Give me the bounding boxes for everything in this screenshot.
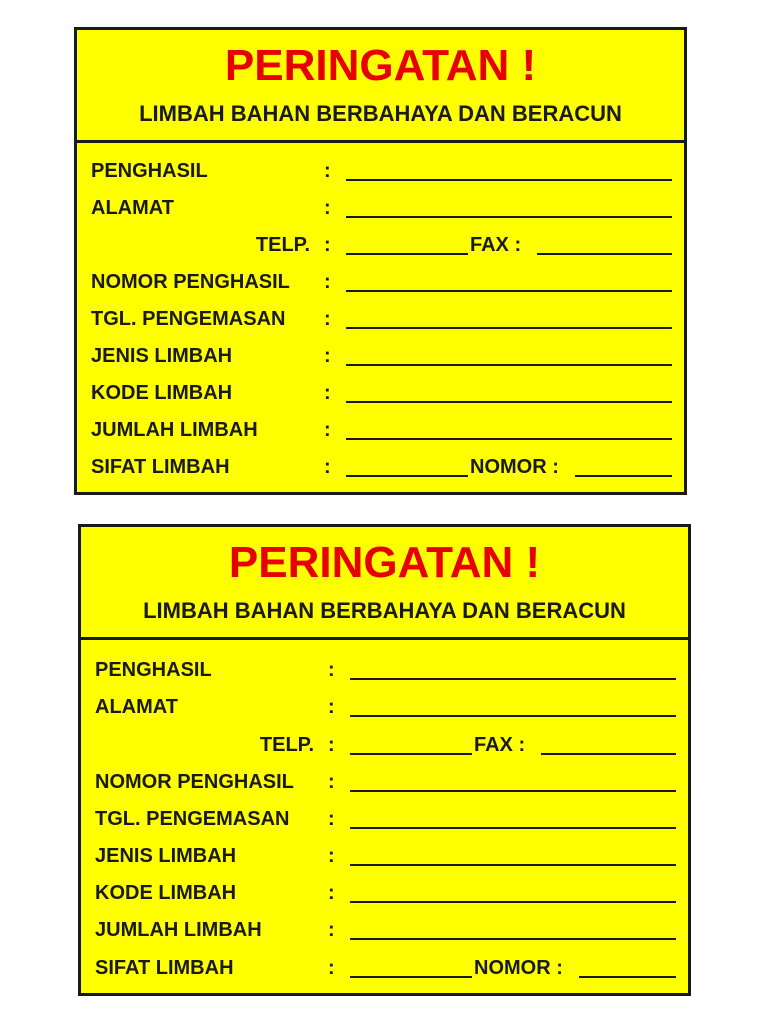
field-colon: : xyxy=(324,308,331,330)
field-label: ALAMAT xyxy=(91,197,174,219)
field-row-jumlah-limbah xyxy=(81,917,688,943)
field-label: FAX : xyxy=(470,234,522,256)
warning-title: PERINGATAN ! xyxy=(228,538,541,587)
blank-line[interactable] xyxy=(350,678,676,680)
waste-label-card xyxy=(74,27,687,495)
field-label: TGL. PENGEMASAN xyxy=(91,308,286,330)
blank-line[interactable] xyxy=(346,179,672,181)
blank-line[interactable] xyxy=(346,438,672,440)
field-colon: : xyxy=(324,345,331,367)
field-label: NOMOR : xyxy=(474,957,563,979)
field-colon: : xyxy=(328,919,335,941)
field-label: PENGHASIL xyxy=(91,160,208,182)
field-label: JENIS LIMBAH xyxy=(95,845,237,867)
field-row-sifat-limbah xyxy=(81,955,688,981)
field-colon: : xyxy=(324,234,331,256)
field-label: TELP. xyxy=(255,234,310,256)
blank-line[interactable] xyxy=(350,790,676,792)
blank-line[interactable] xyxy=(350,753,472,755)
field-colon: : xyxy=(328,882,335,904)
field-row-jenis-limbah xyxy=(81,843,688,869)
field-label: NOMOR PENGHASIL xyxy=(95,771,294,793)
field-row-tgl-pengemasan xyxy=(81,806,688,832)
blank-line[interactable] xyxy=(350,976,472,978)
field-label: TELP. xyxy=(259,734,314,756)
blank-line[interactable] xyxy=(346,216,672,218)
field-colon: : xyxy=(328,808,335,830)
field-colon: : xyxy=(324,419,331,441)
field-colon: : xyxy=(324,271,331,293)
blank-line[interactable] xyxy=(537,253,672,255)
blank-line[interactable] xyxy=(541,753,676,755)
field-label: FAX : xyxy=(474,734,526,756)
blank-line[interactable] xyxy=(346,475,468,477)
blank-line[interactable] xyxy=(350,901,676,903)
field-colon: : xyxy=(324,197,331,219)
field-label: JUMLAH LIMBAH xyxy=(95,919,262,941)
field-row-jumlah-limbah xyxy=(77,417,684,443)
field-label: JENIS LIMBAH xyxy=(91,345,233,367)
field-row-penghasil xyxy=(81,657,688,683)
field-label: PENGHASIL xyxy=(95,659,212,681)
waste-label-card xyxy=(78,524,691,996)
field-row-tgl-pengemasan xyxy=(77,306,684,332)
warning-title: PERINGATAN ! xyxy=(224,41,537,90)
field-row-telp-fax xyxy=(77,232,684,258)
blank-line[interactable] xyxy=(579,976,676,978)
blank-line[interactable] xyxy=(346,364,672,366)
field-colon: : xyxy=(328,845,335,867)
warning-subtitle: LIMBAH BAHAN BERBAHAYA DAN BERACUN xyxy=(139,101,622,126)
field-colon: : xyxy=(328,696,335,718)
blank-line[interactable] xyxy=(350,864,676,866)
field-row-alamat xyxy=(81,694,688,720)
field-colon: : xyxy=(328,734,335,756)
field-row-nomor-penghasil xyxy=(77,269,684,295)
blank-line[interactable] xyxy=(346,290,672,292)
field-label: SIFAT LIMBAH xyxy=(95,957,234,979)
blank-line[interactable] xyxy=(350,938,676,940)
field-colon: : xyxy=(324,382,331,404)
field-label: KODE LIMBAH xyxy=(95,882,237,904)
field-row-kode-limbah xyxy=(81,880,688,906)
field-colon: : xyxy=(328,957,335,979)
field-colon: : xyxy=(328,659,335,681)
field-colon: : xyxy=(328,771,335,793)
blank-line[interactable] xyxy=(346,327,672,329)
field-label: SIFAT LIMBAH xyxy=(91,456,230,478)
blank-line[interactable] xyxy=(575,475,672,477)
label-header xyxy=(77,30,684,143)
field-row-penghasil xyxy=(77,158,684,184)
field-label: KODE LIMBAH xyxy=(91,382,233,404)
field-row-sifat-limbah xyxy=(77,454,684,480)
warning-subtitle: LIMBAH BAHAN BERBAHAYA DAN BERACUN xyxy=(143,598,626,623)
field-label: NOMOR : xyxy=(470,456,559,478)
blank-line[interactable] xyxy=(346,401,672,403)
field-label: ALAMAT xyxy=(95,696,178,718)
field-row-nomor-penghasil xyxy=(81,769,688,795)
field-label: JUMLAH LIMBAH xyxy=(91,419,258,441)
field-row-kode-limbah xyxy=(77,380,684,406)
blank-line[interactable] xyxy=(350,715,676,717)
field-row-telp-fax xyxy=(81,732,688,758)
blank-line[interactable] xyxy=(350,827,676,829)
field-colon: : xyxy=(324,160,331,182)
field-row-alamat xyxy=(77,195,684,221)
field-label: TGL. PENGEMASAN xyxy=(95,808,290,830)
field-label: NOMOR PENGHASIL xyxy=(91,271,290,293)
field-row-jenis-limbah xyxy=(77,343,684,369)
field-colon: : xyxy=(324,456,331,478)
label-header xyxy=(81,527,688,640)
blank-line[interactable] xyxy=(346,253,468,255)
